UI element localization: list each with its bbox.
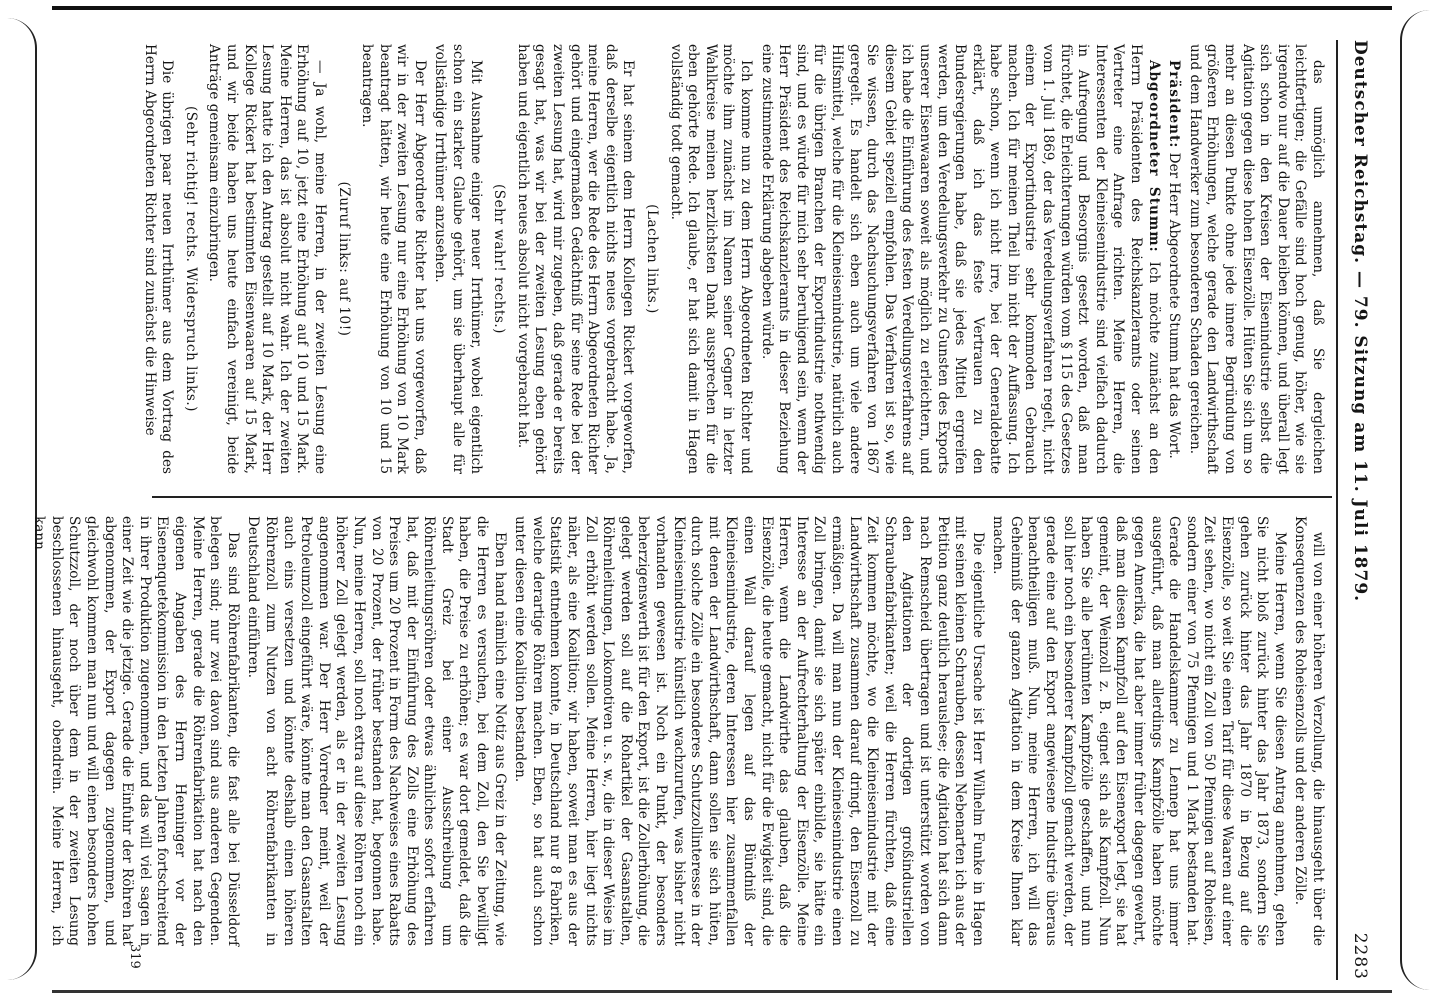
- page-edge-top: [1400, 10, 1432, 990]
- stage-direction: (Lachen links.): [644, 204, 661, 314]
- paragraph: Er hat seinem dem Herrn Kollegen Rickert vorgeworfen, daß derselbe eigentlich nichts neues vorgebracht habe. Ja, meine Herren, wer die Rede des Herrn Abgeordneten Richter gehört und eingermaßen Gedächtniß für seine Rede bei der zweiten Lesung hat, wird mir zugeben, daß gerade er bereits gesagt hat, was wir bei der zweiten Lesung eben gehört haben und eigentlich neues absolut nicht vorgebracht hat.: [514, 44, 637, 474]
- speaker-paragraph: [1165, 44, 1183, 474]
- speech-text: Ich möchte zunächst an den Herrn Präsidenten des Reichskanzleramts oder seinen Vertreter eine Anfrage richten. Meine Herren, die Interessenten der Kleineisenindustrie sind vielfach dadurch in Aufregung und Besorgnis gesetzt worden, daß man fürchtet, die Erleichterungen würden vom § 115 des Gesetzes vom 1. Juli 1869, der das Veredelungsverfahren regelt, nicht einem der Exportindustrie sehr kommoden Gebrauch machen. Ich für meinen Theil bin nicht der Auffassung. Ich habe schon, wenn ich nicht irre, bei der Generaldebatte erklärt, daß ich das feste Vertrauen zu den Bundesregierungen habe, daß sie jedes Mittel ergreifen werden, um den Veredelungsverkehr zu Gunsten des Exports unserer Eisenwaaren soweit als möglich zu erleichtern, und ich habe die Einführung des festen Veredlungsverfahrens auf diesem Gebiet speziell empfohlen. Das Verfahren ist so, wie Sie wissen, durch das Nachsuchungsverfahren von 1867 geregelt. Es handelt sich eben auch um viele andere Hilfsmittel, welche für die Kleineisenindustrie, natürlich auch für die übrigen Branchen der Exportindustrie nothwendig sind, und es würde für mich sehr beruhigend sein, wenn der Herr Präsident des Reichskanzleramts in dieser Beziehung eine zustimmende Erklärung abgeben würde.: [758, 44, 1162, 475]
- stage-direction: (Sehr richtig! rechts. Widerspruch links.): [182, 106, 199, 412]
- text-column-left: [56, 44, 1326, 474]
- paragraph: Der Herr Abgeordnete Richter hat uns vorgeworfen, daß wir in der zweiten Lesung nur eine Erhöhung von 10 Mark beantragt hätten, wir heute eine Erhöhung von 10 und 15 beantragen.: [359, 44, 428, 474]
- speaker-name: Abgeordneter Stumm:: [1145, 60, 1162, 253]
- page-number: 2283: [1350, 932, 1370, 980]
- speaker-name: Präsident:: [1166, 60, 1183, 149]
- paragraph: das unmöglich annehmen, daß Sie dergleichen leichtfertigen; die Gefälle sind hoch genug, höher, wie sie irgendwo nur auf die Dauer bleiben können, und überall legt sich schon in den Kreisen der Eisenindustrie selbst die Agitation gegen diese hohen Eisenzölle. Hüten Sie sich um so mehr an diesen Punkte ohne jede innere Begründung von größeren Erhöhungen, welche gerade den Landwirthschaft und dem Handwerker zum besonderen Schaden gereichen.: [1186, 44, 1326, 474]
- text-column-right: [31, 516, 1326, 946]
- paragraph: Ich komme nun zu dem Herrn Abgeordneten Richter und möchte ihm zunächst im Namen seiner Gegner in letzter Wahlkreise meinen herzlichsten Dank aussprechen für die eben gehörte Rede. Ich glaube, er hat sich damit in Hagen vollständig todt gemacht.: [667, 44, 754, 474]
- paragraph: Das sind Röhrenfabrikanten, die fast alle bei Düsseldorf belegen sind; nur zwei davon sind aus anderen Gegenden. Meine Herren, gerade die Röhrenfabrikation hat nach den eigenen Angaben des Herrn Henninger vor der Eisenenquetekommission in den letzten Jahren fortschreitend in ihrer Produktion zugenommen, und das will viel sagen in einer Zeit wie die jetzige. Gerade die Einfuhr der Röhren hat abgenommen, der Export dagegen zugenommen, und gleichwohl kommen man nun und will einen besonders hohen Schutzzoll, der noch über dem in der zweiten Lesung beschlossenen hinausgeht, obendrein. Meine Herren, ich kann: [31, 516, 241, 946]
- paragraph: will von einer höheren Verzollung, die hinausgeht über die Konsequenzen des Roheisenzolls und der anderen Zölle.: [1292, 516, 1326, 946]
- paragraph: Meine Herren, wenn Sie diesen Antrag annehmen, gehen Sie nicht bloß zurück hinter das Jahr 1873, sondern Sie gehen zurück hinter das Jahr 1870 in Bezug auf die Eisenzölle, so weit Sie einen Tarif für diese Waaren auf einer Zeit sehen, wo nicht ein Zoll von 50 Pfennigen auf Roheisen, sondern einer von 75 Pfennigen und 1 Mark bestanden hat. Gerade die Handelskammer zu Lennep hat uns immer ausgeführt, daß man allerdings Kampfzölle haben möchte gegen Amerika, die hat aber immer früher dagegen gewehrt, daß man diesen Kampfzoll auf den Eisenexport legt, sie hat gemeint, der Weinzoll z. B. eignet sich als Kampfzoll. Nun haben Sie alle berühmten Kampfzölle geschaffen, und nun soll hier noch ein besonderer Kampfzoll gemacht werden, der gerade eine auf den Export angewiesene Industrie überaus benachtheiligen muß. Nun, meine Herren, ich will das Geheimniß der ganzen Agitation in dem Kreise Ihnen klar machen.: [990, 516, 1288, 946]
- stage-direction: (Zuruf links: auf 10!): [335, 181, 352, 337]
- page-edge-left: [52, 6, 1392, 10]
- paragraph: Mit Ausnahme einiger neuer Irrthümer, wobei eigentlich schon ein starker Glaube gehört, um sie überhaupt alle für vollständige Irrthümer anzusehen.: [432, 44, 484, 474]
- running-header: [1342, 40, 1370, 980]
- stage-direction: (Sehr wahr! rechts.): [491, 184, 508, 334]
- speech-text: Der Herr Abgeordnete Stumm hat das Wort.: [1166, 152, 1183, 459]
- paragraph: Die übrigen paar neuen Irrthümer aus dem Vortrag des Herrn Abgeordneten Richter sind zunächst die Hinweise: [141, 44, 176, 474]
- page-edge-right: [52, 990, 1392, 993]
- header-rule: [1336, 40, 1338, 980]
- paragraph: — Ja wohl, meine Herren, in der zweiten Lesung eine Erhöhung auf 10, jetzt eine Erhöhung auf 10 und 15 Mark. Meine Herren, das ist absolut nicht wahr. Ich der zweiten Lesung hatte ich den Antrag gestellt auf 10 Mark, der Herr Kollege Rickert hat bestimmten Eisenwaaren auf 15 Mark, und wir beide haben uns heute einfach vereinigt, beide Anträge gemeinsam einzubringen.: [206, 44, 328, 474]
- paragraph: Eben hand nämlich eine Notiz aus Greiz in der Zeitung, wie die Herren es versuchen, bei dem Zoll, den Sie bewilligt haben, die Preise zu erhöhen; es war dort gemeldet, daß die Stadt Greiz bei einer Ausschreibung um Röhrenleitungsröhren oder etwas ähnliches sofort erfahren hat, daß mit der Einführung des Zolls eine Erhöhung des Preises um 20 Prozent in Form des Nachweises eines Rabatts von 20 Prozent, der früher bestanden hat, begonnen habe. Nun, meine Herren, soll noch extra auf diese Röhren noch ein höherer Zoll gelegt werden, als er in der zweiten Lesung angenommen war. Der Herr Vorredner meint, weil der Petroleumzoll eingeführt wäre, könnte man den Gasanstalten auch eins versetzen und könnte deshalb einen höheren Röhrenzoll zum Nutzen von acht Röhrenfabrikanten in Deutschland einführen.: [245, 516, 508, 946]
- paragraph: Die eigentliche Ursache ist Herr Wilhelm Funke in Hagen mit seinen kleinen Schrauben, dessen Nebenarten ich aus der Petition ganz deutlich herauslese; die Agitation hat sich dann nach Remscheid übertragen und ist unterstützt worden von den Agitationen der dortigen großindustriellen Schraubenfabrikanten; weil die Herren fürchten, daß eine Zeit kommen möchte, wo die Kleineisenindustrie mit der Landwirthschaft zusammen darauf dringt, den Eisenzoll zu ermäßigen. Da will man nun der Kleineisenindustrie einen Zoll bringen, damit sie sich später einbilde, sie hätte ein Interesse an der Aufrechterhaltung der Eisenzölle. Meine Herren, wenn die Landwirthe das glauben, daß die Eisenzölle, die heute gemacht, nicht für die Ewigkeit sind, die einen Wall darauf legen auf das Bündniß der Kleineisenindustrie, deren Interessen hier zusammenfallen mit denen der Landwirthschaft, dann sollen sie sich hüten, durch solche Zölle ein besonderes Schutzzollinteresse in der Kleineisenindustrie künstlich wachzurufen, was bisher nicht vorhanden gewesen ist. Noch ein Punkt, der besonders beherzigenswerth ist für den Export, ist die Zollerhöhung, die gelegt werden soll auf die Rohartikel der Gasanstalten, Röhrenleitungen, Lokomotiven u. s. w., die in dieser Weise im Zoll erhöht werden sollen. Meine Herren, hier liegt nichts näher, als eine Koalition; wir haben, soweit man es aus der Statistik entnehmen konnte, in Deutschland nur 8 Fabriken, welche derartige Röhren machen. Eben, so hat auch schon unter diesen eine Koalition bestanden.: [512, 516, 986, 946]
- signature-mark: 319: [127, 944, 142, 969]
- column-divider: [152, 496, 1332, 498]
- header-title: Deutscher Reichstag. — 79. Sitzung am 11. Juli 1879.: [1350, 40, 1370, 603]
- speaker-paragraph: [757, 44, 1162, 474]
